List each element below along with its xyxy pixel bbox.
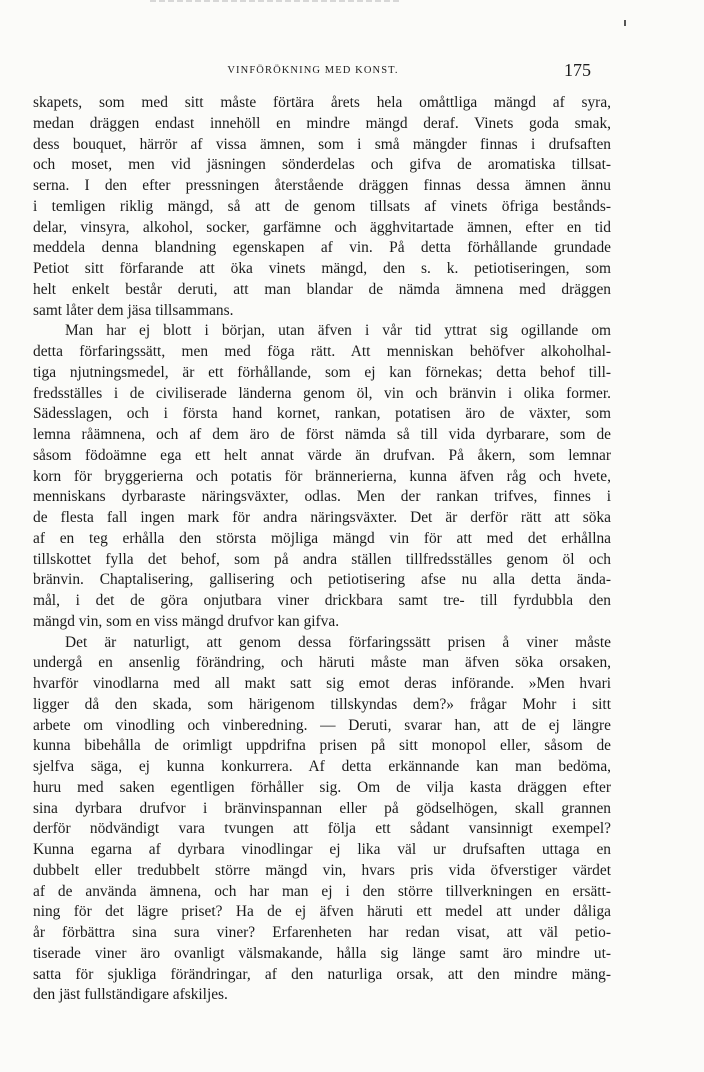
text-line: korn för bryggerierna och potatis för brännerierna, kunna äfven råg och hvete, xyxy=(33,467,611,485)
body-text xyxy=(33,93,611,1006)
text-line: af de använda ämnena, och har man ej i den större tillverkningen en ersätt- xyxy=(33,882,611,900)
text-line: fredsställes i de civiliserade länderna genom öl, vin och bränvin i olika former. xyxy=(33,384,611,402)
text-line: tiga njutningsmedel, är ett förhållande, som ej kan förnekas; detta behof till- xyxy=(33,363,611,381)
text-line: sjelfva säga, ej kunna konkurrera. Af detta erkännande kan man bedöma, xyxy=(33,758,611,775)
text-line: medan dräggen endast innehöll en mindre mängd deraf. Vinets goda smak, xyxy=(33,114,611,132)
text-line: derför nödvändigt vara tvungen att följa ett sådant vansinnigt exempel? xyxy=(33,820,611,838)
text-line: tillskottet fylla det behof, som på andra ställen tillfredsställes genom öl och xyxy=(33,550,611,568)
text-line: hvarför vinodlarna med all makt satt sig emot deras införande. »Men hvari xyxy=(33,675,611,692)
text-line: ning för det lägre priset? Ha de ej äfven häruti ett medel att under dåliga xyxy=(33,903,611,921)
text-line: lemna råämnena, och af dem äro de först nämda så till vida dyrbarare, som de xyxy=(33,426,611,443)
print-mark xyxy=(624,20,626,26)
paragraph-start-line: Det är naturligt, att genom dessa förfaringssätt prisen å viner måste xyxy=(65,633,611,651)
text-line: de flesta fall ingen mark för andra näringsväxter. Det är derför rätt att söka xyxy=(33,509,611,526)
text-line: delar, vinsyra, alkohol, socker, garfämne och ägghvitartade ämnen, efter en tid xyxy=(33,218,611,236)
text-line: menniskans dyrbaraste näringsväxter, odlas. Men der rankan trifves, finnes i xyxy=(33,488,611,506)
paragraph-end-line: den jäst fullständigare afskiljes. xyxy=(33,986,228,1004)
text-line: Sädesslagen, och i första hand kornet, rankan, potatisen äro de växter, som xyxy=(33,405,611,423)
text-line: bränvin. Chaptalisering, gallisering och petiotisering afse nu alla detta ända- xyxy=(33,571,611,589)
text-line: huru med saken egentligen förhåller sig. Om de vilja kasta dräggen efter xyxy=(33,778,611,796)
text-line: år förbättra sina sura viner? Erfarenheten har redan visat, att väl petio- xyxy=(33,924,611,941)
text-line: serna. I den efter pressningen återstående dräggen finnas dessa ämnen ännu xyxy=(33,177,611,194)
text-line: i temligen riklig mängd, så att de genom tillsats af vinets öfriga bestånds- xyxy=(33,197,611,215)
text-line: Kunna egarna af dyrbara vinodlingar ej lika väl ur drufsaften uttaga en xyxy=(33,841,611,858)
text-line: skapets, som med sitt måste förtära årets hela omåttliga mängd af syra, xyxy=(33,94,611,111)
text-line: detta förfaringssätt, men med föga rätt. Att menniskan behöfver alkoholhal- xyxy=(33,343,611,360)
text-line: såsom födoämne ega ett helt annat värde än drufvan. På åkern, som lemnar xyxy=(33,446,611,464)
top-edge-rule xyxy=(150,0,400,2)
text-line: meddela denna blandning egenskapen af vin. På detta förhållande grundade xyxy=(33,239,611,257)
page-number: 175 xyxy=(564,60,591,80)
text-line: satta för sjukliga förändringar, af den naturliga orsak, att den mindre mäng- xyxy=(33,965,611,983)
text-line: ligger då den skada, som härigenom tillskyndas dem?» frågar Mohr i sitt xyxy=(33,695,611,713)
text-line: undergå en ansenlig förändring, och häruti måste man äfven söka orsaken, xyxy=(33,654,611,672)
text-line: och moset, men vid jäsningen sönderdelas och gifva de aromatiska tillsat- xyxy=(33,156,611,174)
text-line: af en teg erhålla den största möjliga mängd vin för att med det erhållna xyxy=(33,529,611,547)
paragraph-end-line: samt låter dem jäsa tillsammans. xyxy=(33,301,234,319)
paragraph-end-line: mängd vin, som en viss mängd drufvor kan gifva. xyxy=(33,612,340,630)
text-line: dubbelt eller tredubbelt större mängd vin, hvars pris vida öfverstiger värdet xyxy=(33,861,611,879)
text-line: helt enkelt består deruti, att man blandar de nämda ämnena med dräggen xyxy=(33,280,611,298)
text-line: Petiot sitt förfarande att öka vinets mängd, den s. k. petiotiseringen, som xyxy=(33,260,611,277)
running-header xyxy=(33,60,593,84)
text-line: arbete om vinodling och vinberedning. — Deruti, svarar han, att de ej längre xyxy=(33,716,611,734)
text-line: tiserade viner äro ovanligt välsmakande, hålla sig länge samt äro mindre ut- xyxy=(33,944,611,962)
paragraph-start-line: Man har ej blott i början, utan äfven i vår tid yttrat sig ogillande om xyxy=(65,322,611,340)
text-line: sina dyrbara drufvor i bränvinspannan eller på gödselhögen, skall grannen xyxy=(33,799,611,817)
running-title: VINFÖRÖKNING MED KONST. xyxy=(227,65,399,76)
text-line: dess bouquet, härrör af vissa ämnen, som i små mängder finnas i drufsaften xyxy=(33,135,611,153)
text-line: mål, i det de göra onjutbara viner drickbara samt tre- till fyrdubbla den xyxy=(33,592,611,609)
text-line: kunna bibehålla de orimligt uppdrifna prisen på sitt monopol eller, såsom de xyxy=(33,737,611,755)
